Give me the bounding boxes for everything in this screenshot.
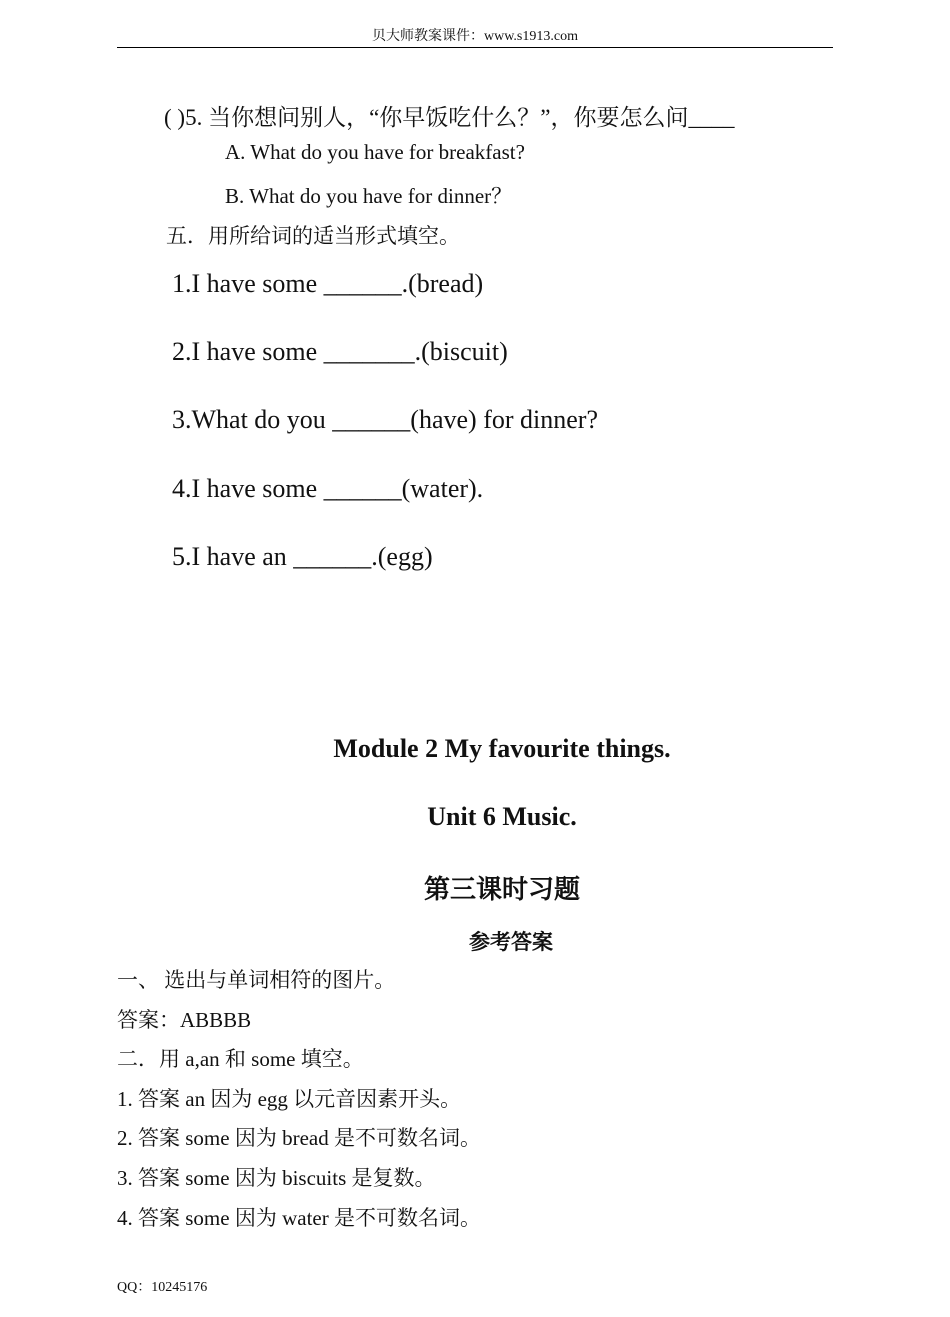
question-5-option-b: B. What do you have for dinner？ (225, 184, 513, 208)
answer-item-3: 3. 答案 some 因为 biscuits 是复数。 (117, 1166, 436, 1190)
answer-item-4: 4. 答案 some 因为 water 是不可数名词。 (117, 1206, 481, 1230)
question-5-stem: ( )5. 当你想问别人，“你早饭吃什么？”，你要怎么问____ (164, 105, 735, 130)
answer-section-1-heading: 一、 选出与单词相符的图片。 (117, 968, 396, 992)
fill-blank-item-5: 5.I have an ______.(egg) (172, 542, 433, 571)
unit-title: Unit 6 Music. (427, 802, 577, 831)
answer-section-1-answer: 答案：ABBBB (117, 1008, 252, 1032)
header-rule (117, 47, 833, 48)
fill-blank-item-1: 1.I have some ______.(bread) (172, 269, 484, 298)
answer-item-1: 1. 答案 an 因为 egg 以元音因素开头。 (117, 1087, 462, 1111)
fill-blank-item-3: 3.What do you ______(have) for dinner? (172, 405, 598, 434)
module-title: Module 2 My favourite things. (333, 734, 671, 763)
section-5-heading: 五．用所给词的适当形式填空。 (166, 224, 460, 248)
answer-section-2-heading: 二．用 a,an 和 some 填空。 (117, 1047, 364, 1071)
fill-blank-item-4: 4.I have some ______(water). (172, 474, 484, 503)
answer-item-2: 2. 答案 some 因为 bread 是不可数名词。 (117, 1126, 481, 1150)
lesson-title: 第三课时习题 (423, 875, 580, 905)
page-header: 贝大师教案课件：www.s1913.com (372, 29, 578, 44)
page-footer: QQ：10245176 (117, 1280, 208, 1295)
fill-blank-item-2: 2.I have some _______.(biscuit) (172, 337, 508, 366)
answers-title: 参考答案 (469, 930, 553, 954)
question-5-option-a: A. What do you have for breakfast? (225, 140, 525, 164)
